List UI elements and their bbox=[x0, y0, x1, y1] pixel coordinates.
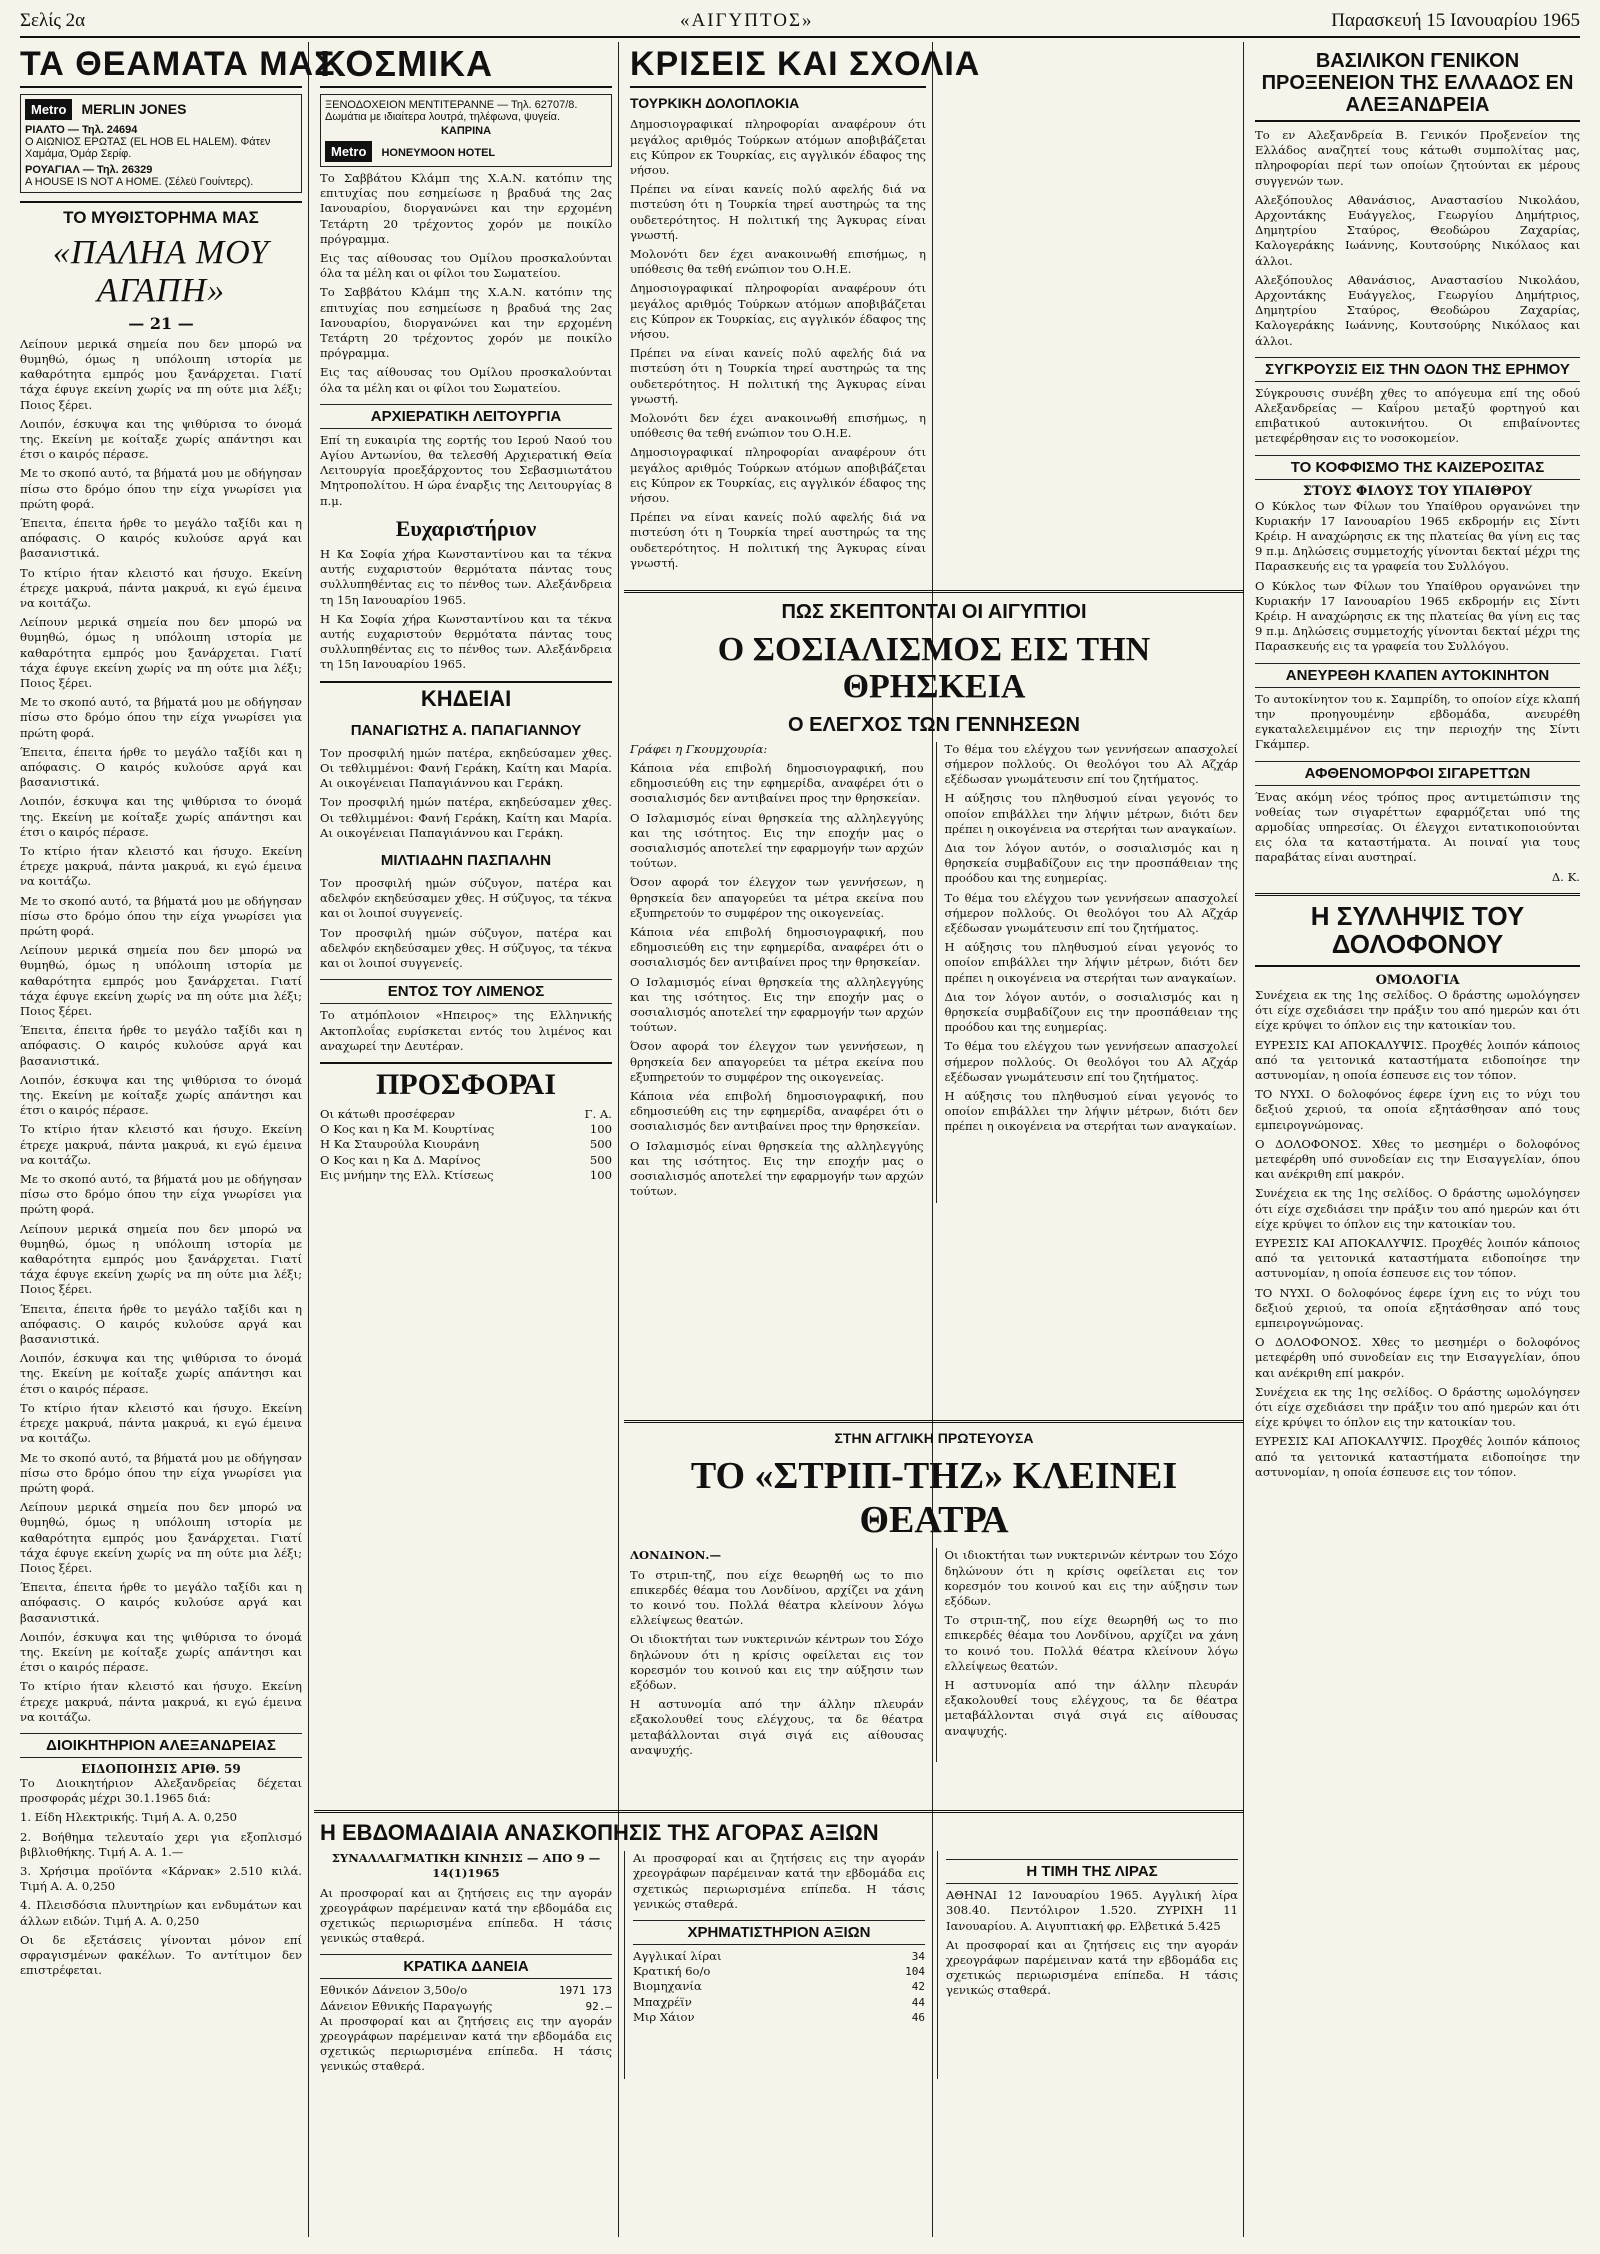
market-review bbox=[314, 1810, 1244, 2237]
serial-paragraph: Λοιπόν, έσκυψα και της ψιθύρισα το όνομά της. Εκείνη με κοίταξε χωρίς απάντησι και έτσι ο καιρός πέρασε. bbox=[20, 416, 302, 462]
market-subheader: ΧΡΗΜΑΤΙΣΤΗΡΙΟΝ ΑΞΙΩΝ bbox=[633, 1920, 925, 1945]
film-title: HONEYMOON HOTEL bbox=[381, 147, 496, 159]
social-paragraph: Εις τας αίθουσας του Ομίλου προσκαλούνται όλα τα μέλη και οι φίλοι του Σωματείου. bbox=[320, 365, 612, 395]
notices-closing: Οι δε εξετάσεις γίνονται μόνον επί σφραγισμένων φακέλων. Το αντίτιμον δεν επιστρέφεται. bbox=[20, 1932, 302, 1978]
article-paragraph: Το θέμα του ελέγχου των γεννήσεων απασχολεί σήμερον πολλούς. Οι θεολόγοι του Αλ Αζχάρ εξέδωσαν γνωμάτευσιν επί του ζητήματος. bbox=[944, 890, 1238, 936]
hotel-ad bbox=[320, 94, 612, 167]
hotel-name: ΚΑΠΡΙΝΑ bbox=[440, 125, 492, 137]
newspaper-title: «ΑΙΓΥΠΤΟΣ» bbox=[680, 10, 814, 31]
arrest-paragraph: Συνέχεια εκ της 1ης σελίδος. Ο δράστης ωμολόγησεν ότι είχε σχεδιάσει την πράξιν του από ημερών και ότι είχε κρύψει το όπλον εις την κατοικίαν του. bbox=[1255, 987, 1580, 1033]
loan-row: Δάνειον Εθνικής Παραγωγής 92.— bbox=[320, 1998, 612, 2013]
offer-row: Η Κα Σταυρούλα Κιουράνη 500 bbox=[320, 1137, 612, 1152]
serial-paragraph: Λείπουν μερικά σημεία που δεν μπορώ να θυμηθώ, όμως η υπόλοιπη ιστορία με καθαρότητα εμπρός μου ξανάρχεται. Γιατί τάχα έφυγε εκείνη χωρίς να πη ούτε μια λέξι; Ποιος ξέρει. bbox=[20, 615, 302, 690]
port-header: ΕΝΤΟΣ ΤΟΥ ΛΙΜΕΝΟΣ bbox=[320, 979, 612, 1004]
arrest-paragraph: ΕΥΡΕΣΙΣ ΚΑΙ ΑΠΟΚΑΛΥΨΙΣ. Προχθές λοιπόν κάποιος από τα γειτονικά καταστήματα ειδοποίησε την αστυνομίαν, η οποία έσπευσε εις τον τόπον. bbox=[1255, 1434, 1580, 1479]
serial-paragraph: Με το σκοπό αυτό, τα βήματά μου με οδήγησαν πίσω στο δρόμο όπου την είχα γνωρίσει για πρώτη φορά. bbox=[20, 695, 302, 740]
column-kriseis bbox=[624, 42, 981, 582]
excursion-header: ΤΟ ΚΟΦΦΙΣΜΟ ΤΗΣ ΚΑΙΖΕΡΟΣΙΤΑΣ bbox=[1255, 455, 1580, 480]
serial-paragraph: Το κτίριο ήταν κλειστό και ήσυχο. Εκείνη έτρεχε μακρυά, πάντα μακρυά, κι εγώ έμεινα να κοιτάζω. bbox=[20, 565, 302, 610]
stock-row: Μιρ Χάιον 46 bbox=[633, 2009, 925, 2024]
offers-list bbox=[320, 1107, 612, 1183]
comment-paragraph: Δημοσιογραφικαί πληροφορίαι αναφέρουν ότι μεγάλος αριθμός Τούρκων ατόμων αποβιβάζεται εις Κύπρον εκ Τουρκίας, εις αγγλικόν έδαφος της νήσου. bbox=[630, 281, 926, 342]
market-text: Αι προσφοραί και αι ζητήσεις εις την αγοράν χρεογράφων παρέμειναν κατά την εβδομάδα εις σχετικώς περιωρισμένα επίπεδα. Η τάσις γενικώς σταθερά. bbox=[946, 1937, 1238, 1998]
consulate-header: ΒΑΣΙΛΙΚΟΝ ΓΕΝΙΚΟΝ ΠΡΟΞΕΝΕΙΟΝ ΤΗΣ ΕΛΛΑΔΟΣ ΕΝ ΑΛΕΞΑΝΔΡΕΙΑ bbox=[1255, 50, 1580, 122]
arrest-paragraph: Συνέχεια εκ της 1ης σελίδος. Ο δράστης ωμολόγησεν ότι είχε σχεδιάσει την πράξιν του από ημερών και ότι είχε κρύψει το όπλον εις την κατοικίαν του. bbox=[1255, 1186, 1580, 1231]
cigarettes-text: Ένας ακόμη νέος τρόπος προς αντιμετώπισιν της νοθείας των σιγαρέττων εφαρμόζεται υπό της αρμοδίας υπηρεσίας. Οι έλεγχοι εντατικοποιούνται εις όλα τα καταστήματα. Αι ποιναί για τους παραβάτας είναι αυστηραί. bbox=[1255, 789, 1580, 865]
section-header-kosmika: ΚΟΣΜΙΚΑ bbox=[320, 42, 612, 88]
excursion-subheader: ΣΤΟΥΣ ΦΙΛΟΥΣ ΤΟΥ ΥΠΑΙΘΡΟΥ bbox=[1302, 483, 1533, 499]
social-paragraph: Εις τας αίθουσας του Ομίλου προσκαλούνται όλα τα μέλη και οι φίλοι του Σωματείου. bbox=[320, 251, 612, 281]
hotel-ad-text: ΞΕΝΟΔΟΧΕΙΟΝ ΜΕΝΤΙΤΕΡΑΝΝΕ — Τηλ. 62707/8. Δωμάτια με ιδιαίτερα λουτρά, τηλέφωνα, ψυγεία. bbox=[325, 99, 578, 123]
serial-paragraph: Λοιπόν, έσκυψα και της ψιθύρισα το όνομά της. Εκείνη με κοίταξε χωρίς απάντησι και έτσι ο καιρός πέρασε. bbox=[20, 1072, 302, 1118]
collision-header: ΣΥΓΚΡΟΥΣΙΣ ΕΙΣ ΤΗΝ ΟΔΟΝ ΤΗΣ ΕΡΗΜΟΥ bbox=[1255, 357, 1580, 382]
social-paragraph: Το Σαββάτου Κλάμπ της Χ.Α.Ν. κατόπιν της επιτυχίας που εσημείωσε η βραδυά της 2ας Ιανουαρίου, διοργανώνει και την ερχομένη Τετάρτη 20 τρέχοντος χορόν με ποικίλο πρόγραμμα. bbox=[320, 285, 612, 361]
market-text: Αι προσφοραί και αι ζητήσεις εις την αγοράν χρεογράφων παρέμειναν κατά την εβδομάδα εις σχετικώς περιωρισμένα επίπεδα. Η τάσις γενικώς σταθερά. bbox=[320, 1885, 612, 1946]
stock-row: Αγγλικαί λίραι 34 bbox=[633, 1949, 925, 1963]
market-intro: ΣΥΝΑΛΛΑΓΜΑΤΙΚΗ ΚΙΝΗΣΙΣ — ΑΠΟ 9 — 14(1)1965 bbox=[331, 1851, 601, 1881]
cinema-rialto-film: Ο ΑΙΩΝΙΟΣ ΕΡΩΤΑΣ (EL HOB EL HALEM). Φάτεν Χαμάμα, Όμάρ Σερίφ. bbox=[25, 136, 271, 160]
article-paragraph: Οι ιδιοκτήται των νυκτερινών κέντρων του Σόχο δηλώνουν ότι η κρίσις οφείλεται εις τον κορεσμόν του κοινού και εις την αύξησιν των εξόδων. bbox=[944, 1548, 1238, 1608]
offer-row: Εις μνήμην της Ελλ. Κτίσεως 100 bbox=[320, 1167, 612, 1182]
serial-paragraph: Με το σκοπό αυτό, τα βήματά μου με οδήγησαν πίσω στο δρόμο όπου την είχα γνωρίσει για πρώτη φορά. bbox=[20, 1172, 302, 1217]
film-title: MERLIN JONES bbox=[81, 101, 187, 117]
article-striptease bbox=[624, 1420, 1244, 1800]
arrest-paragraph: Συνέχεια εκ της 1ης σελίδος. Ο δράστης ωμολόγησεν ότι είχε σχεδιάσει την πράξιν του από ημερών και ότι είχε κρύψει το όπλον εις την κατοικίαν του. bbox=[1255, 1384, 1580, 1430]
article-paragraph: Κάποια νέα επιβολή δημοσιογραφική, που εδημοσιεύθη εις την εφημερίδα, αναφέρει ότι ο σοσιαλισμός δεν αντιβαίνει προς την θρησκείαν. bbox=[630, 760, 924, 806]
article-paragraph: Όσον αφορά τον έλεγχον των γεννήσεων, η θρησκεία δεν απαγορεύει τα μέτρα εκείνα που εξυπηρετούν το συμφέρον της οικογενείας. bbox=[630, 1039, 924, 1084]
consulate-paragraph: Αλεξόπουλος Αθανάσιος, Αναστασίου Νικολάου, Αρχοντάκης Ευάγγελος, Γεωργίου Δημήτριος, Δημητρίου Σταύρος, Θεοδώρου Ζαχαρίας, Καλογεράκης Ιωάννης, Κουτσούρης Νικόλαος και άλλοι. bbox=[1255, 192, 1580, 268]
cinema-royal: ΡΟΥΑΓΙΑΛ — Τηλ. 26329 bbox=[25, 164, 153, 176]
comment-paragraph: Πρέπει να είναι κανείς πολύ αφελής διά να πιστεύση ότι η Τουρκία τηρεί αυστηρώς τα της ουδετερότητος. Η πολιτική της Άγκυρας είναι γνωστή. bbox=[630, 510, 926, 570]
loans-list bbox=[320, 1983, 612, 2013]
stock-row: Κρατική 6ο/ο 104 bbox=[633, 1964, 925, 1979]
article-dateline: ΛΟΝΔΙΝΟΝ.— bbox=[630, 1548, 722, 1563]
excursion-text: Ο Κύκλος των Φίλων του Υπαίθρου οργανώνει την Κυριακήν 17 Ιανουαρίου 1965 εκδρομήν εις Σίντι Κρέιρ. Η αναχώρησις εκ της πλατείας θα γίνη εις τας 9 π.μ. Δηλώσεις συμμετοχής γίνονται δεκταί μέχρι της Παρασκευής εις τα γραφεία του Συλλόγου. bbox=[1255, 498, 1580, 574]
article-byline: Γράφει η Γκουμχουρία: bbox=[630, 741, 768, 756]
arrest-header: Η ΣΥΛΛΗΨΙΣ ΤΟΥ ΔΟΛΟΦΟΝΟΥ bbox=[1255, 893, 1580, 967]
funeral-text: Τον προσφιλή ημών πατέρα, εκηδεύσαμεν χθες. Οι τεθλιμμένοι: Φανή Γεράκη, Καίτη και Μαρία. Αι οικογένειαι Παπαγιάννου και Γεράκη. bbox=[320, 795, 612, 840]
serial-paragraph: Λείπουν μερικά σημεία που δεν μπορώ να θυμηθώ, όμως η υπόλοιπη ιστορία με καθαρότητα εμπρός μου ξανάρχεται. Γιατί τάχα έφυγε εκείνη χωρίς να πη ούτε μια λέξι; Ποιος ξέρει. bbox=[20, 943, 302, 1019]
article-paragraph: Δια τον λόγον αυτόν, ο σοσιαλισμός και η θρησκεία συμβαδίζουν εις την προσπάθειαν της προόδου και της ευημερίας. bbox=[944, 841, 1238, 886]
column-theamata bbox=[14, 42, 336, 2237]
article-paragraph: Το στριπ-τηζ, που είχε θεωρηθή ως το πιο επικερδές θέαμα του Λονδίνου, αρχίζει να χάνη το κοινό του. Πολλά θέατρα κλείνουν λόγω ελλείψεως θεατών. bbox=[944, 1613, 1238, 1673]
serial-number: — 21 — bbox=[128, 313, 194, 333]
notice-item: 2. Βοήθημα τελευταίο χερι για εξοπλισμό βιβλιοθήκης. Τιμή Α. Α. 1.— bbox=[20, 1829, 302, 1859]
funeral-text: Τον προσφιλή ημών πατέρα, εκηδεύσαμεν χθες. Οι τεθλιμμένοι: Φανή Γεράκη, Καίτη και Μαρία. Αι οικογένειαι Παπαγιάννου και Γεράκη. bbox=[320, 745, 612, 791]
thanks-text: Η Κα Σοφία χήρα Κωνσταντίνου και τα τέκνα αυτής ευχαριστούν θερμότατα πάντας τους συλλυπηθέντας εις το πένθος των. Αλεξάνδρεια τη 15η Ιανουαρίου 1965. bbox=[320, 547, 612, 607]
offer-row: Ο Κος και η Κα Μ. Κουρτίνας 100 bbox=[320, 1122, 612, 1137]
cinema-ad-metro bbox=[20, 94, 302, 193]
comment-paragraph: Δημοσιογραφικαί πληροφορίαι αναφέρουν ότι μεγάλος αριθμός Τούρκων ατόμων αποβιβάζεται εις Κύπρον εκ Τουρκίας, εις αγγλικόν έδαφος της νήσου. bbox=[630, 117, 926, 177]
cinema-royal-film: A HOUSE IS NOT A HOME. (Σέλεϋ Γουίντερς). bbox=[25, 176, 254, 188]
notice-item: 3. Χρήσιμα προϊόντα «Κάρνακ» 2.510 κιλά. Τιμή Α. Α. 0,250 bbox=[20, 1863, 302, 1894]
cinema-rialto: ΡΙΑΛΤΟ — Τηλ. 24694 bbox=[25, 124, 138, 136]
liturgy-text: Επί τη ευκαιρία της εορτής του Ιερού Ναού του Αγίου Αντωνίου, θα τελεσθή Αρχιερατική Θεία Λειτουργία προεξάρχοντος του Σεβασμιωτάτου Μητροπολίτου. Η ώρα έναρξις της Λειτουργίας 8 π.μ. bbox=[320, 432, 612, 508]
serial-paragraph: Λοιπόν, έσκυψα και της ψιθύρισα το όνομά της. Εκείνη με κοίταξε χωρίς απάντησι και έτσι ο καιρός πέρασε. bbox=[20, 794, 302, 839]
serial-paragraph: Έπειτα, έπειτα ήρθε το μεγάλο ταξίδι και η απόφασις. Ο καιρός κυλούσε αργά και βασανιστικά. bbox=[20, 1023, 302, 1068]
serial-paragraph: Έπειτα, έπειτα ήρθε το μεγάλο ταξίδι και η απόφασις. Ο καιρός κυλούσε αργά και βασανιστικά. bbox=[20, 515, 302, 561]
issue-date: Παρασκευή 15 Ιανουαρίου 1965 bbox=[1331, 10, 1580, 31]
consulate-paragraph: Αλεξόπουλος Αθανάσιος, Αναστασίου Νικολάου, Αρχοντάκης Ευάγγελος, Γεωργίου Δημήτριος, Δημητρίου Σταύρος, Θεοδώρου Ζαχαρίας, Καλογεράκης Ιωάννης, Κουτσούρης Νικόλαος και άλλοι. bbox=[1255, 272, 1580, 348]
comment-paragraph: Μολονότι δεν έχει ανακοινωθή επισήμως, η υπόθεσις θα τεθή ενώπιον του Ο.Η.Ε. bbox=[630, 411, 926, 441]
car-header: ΑΝΕΥΡΕΘΗ ΚΛΑΠΕΝ ΑΥΤΟΚΙΝΗΤΟΝ bbox=[1255, 663, 1580, 688]
collision-text: Σύγκρουσις συνέβη χθες το απόγευμα επί της οδού Αλεξανδρείας — Καΐρου μεταξύ φορτηγού και επιβατικού αυτοκινήτου. Οι επιβαίνοντες μετεφέρθησαν εις το νοσοκομείον. bbox=[1255, 385, 1580, 446]
article-paragraph: Ο Ισλαμισμός είναι θρησκεία της αλληλεγγύης και της ισότητος. Εις την εποχήν μας ο σοσιαλισμός αποτελεί την εφαρμογήν των αρχών τούτων. bbox=[630, 974, 924, 1035]
article-paragraph: Η αύξησις του πληθυσμού είναι γεγονός το οποίον επιβάλλει την λήψιν μέτρων, διότι δεν πρέπει η οικογένεια να στερήται των αναγκαίων. bbox=[944, 940, 1238, 985]
lira-rates: ΑΘΗΝΑΙ 12 Ιανουαρίου 1965. Αγγλική λίρα 308.40. Πεντόλιρον 1.520. ΖΥΡΙΧΗ 11 Ιανουαρίου. Α. Αιγυπτιακή φρ. Ελβετικά 5.425 bbox=[946, 1888, 1238, 1933]
article-paragraph: Το θέμα του ελέγχου των γεννήσεων απασχολεί σήμερον πολλούς. Οι θεολόγοι του Αλ Αζχάρ εξέδωσαν γνωμάτευσιν επί του ζητήματος. bbox=[944, 1039, 1238, 1084]
serial-paragraph: Με το σκοπό αυτό, τα βήματά μου με οδήγησαν πίσω στο δρόμο όπου την είχα γνωρίσει για πρώτη φορά. bbox=[20, 466, 302, 511]
notices-intro: Το Διοικητήριον Αλεξανδρείας δέχεται προσφοράς μέχρι 30.1.1965 διά: bbox=[20, 1775, 302, 1806]
serial-paragraph: Λείπουν μερικά σημεία που δεν μπορώ να θυμηθώ, όμως η υπόλοιπη ιστορία με καθαρότητα εμπρός μου ξανάρχεται. Γιατί τάχα έφυγε εκείνη χωρίς να πη ούτε μια λέξι; Ποιος ξέρει. bbox=[20, 336, 302, 412]
loan-row: Εθνικόν Δάνειον 3,50ο/ο 1971 173 bbox=[320, 1983, 612, 1998]
article-kicker: ΣΤΗΝ ΑΓΓΛΙΚΗ ΠΡΩΤΕΥΟΥΣΑ bbox=[834, 1430, 1034, 1446]
stocks-list bbox=[633, 1949, 925, 2025]
comment-paragraph: Πρέπει να είναι κανείς πολύ αφελής διά να πιστεύση ότι η Τουρκία τηρεί αυστηρώς τα της ουδετερότητος. Η πολιτική της Άγκυρας είναι γνωστή. bbox=[630, 182, 926, 242]
article-paragraph: Οι ιδιοκτήται των νυκτερινών κέντρων του Σόχο δηλώνουν ότι η κρίσις οφείλεται εις τον κορεσμόν του κοινού και εις την αύξησιν των εξόδων. bbox=[630, 1632, 924, 1693]
funeral-text: Τον προσφιλή ημών σύζυγον, πατέρα και αδελφόν εκηδεύσαμεν χθες. Η σύζυγος, τα τέκνα και οι λοιποί συγγενείς. bbox=[320, 925, 612, 971]
arrest-paragraph: ΕΥΡΕΣΙΣ ΚΑΙ ΑΠΟΚΑΛΥΨΙΣ. Προχθές λοιπόν κάποιος από τα γειτονικά καταστήματα ειδοποίησε την αστυνομίαν, η οποία έσπευσε εις τον τόπον. bbox=[1255, 1235, 1580, 1281]
article-title: ΤΟ «ΣΤΡΙΠ-ΤΗΖ» ΚΛΕΙΝΕΙ ΘΕΑΤΡΑ bbox=[690, 1455, 1178, 1542]
article-paragraph: Ο Ισλαμισμός είναι θρησκεία της αλληλεγγύης και της ισότητος. Εις την εποχήν μας ο σοσιαλισμός αποτελεί την εφαρμογήν των αρχών τούτων. bbox=[630, 1138, 924, 1199]
author-initials: Δ. Κ. bbox=[1551, 869, 1580, 884]
serial-paragraph: Με το σκοπό αυτό, τα βήματά μου με οδήγησαν πίσω στο δρόμο όπου την είχα γνωρίσει για πρώτη φορά. bbox=[20, 1450, 302, 1495]
serial-paragraph: Το κτίριο ήταν κλειστό και ήσυχο. Εκείνη έτρεχε μακρυά, πάντα μακρυά, κι εγώ έμεινα να κοιτάζω. bbox=[20, 1122, 302, 1167]
notices-header: ΔΙΟΙΚΗΤΗΡΙΟΝ ΑΛΕΞΑΝΔΡΕΙΑΣ bbox=[20, 1733, 302, 1758]
page-number: Σελίς 2α bbox=[20, 10, 86, 31]
port-text: Το ατμόπλοιον «Ηπειρος» της Ελληνικής Ακτοπλοΐας ευρίσκεται εντός του λιμένος και αναχωρεί την Δευτέραν. bbox=[320, 1008, 612, 1053]
column-rule bbox=[308, 42, 309, 2237]
arrest-paragraph: ΤΟ ΝΥΧΙ. Ο δολοφόνος έφερε ίχνη εις το νύχι του δεξιού χεριού, τα οποία εξητάσθησαν από τους εμπειρογνώμονας. bbox=[1255, 1087, 1580, 1132]
serial-heading: ΤΟ ΜΥΘΙΣΤΟΡΗΜΑ ΜΑΣ bbox=[20, 201, 302, 228]
article-kicker: ΠΩΣ ΣΚΕΠΤΟΝΤΑΙ ΟΙ ΑΙΓΥΠΤΙΟΙ bbox=[781, 601, 1087, 623]
offer-row: Ο Κος και η Κα Δ. Μαρίνος 500 bbox=[320, 1152, 612, 1167]
funerals-header: ΚΗΔΕΙΑΙ bbox=[320, 681, 612, 711]
thanks-text: Η Κα Σοφία χήρα Κωνσταντίνου και τα τέκνα αυτής ευχαριστούν θερμότατα πάντας τους συλλυπηθέντας εις το πένθος των. Αλεξάνδρεια τη 15η Ιανουαρίου 1965. bbox=[320, 611, 612, 672]
social-paragraph: Το Σαββάτου Κλάμπ της Χ.Α.Ν. κατόπιν της επιτυχίας που εσημείωσε η βραδυά της 2ας Ιανουαρίου, διοργανώνει και την ερχομένη Τετάρτη 20 τρέχοντος χορόν με ποικίλο πρόγραμμα. bbox=[320, 171, 612, 246]
serial-paragraph: Το κτίριο ήταν κλειστό και ήσυχο. Εκείνη έτρεχε μακρυά, πάντα μακρυά, κι εγώ έμεινα να κοιτάζω. bbox=[20, 1400, 302, 1446]
notice-item: 1. Είδη Ηλεκτρικής. Τιμή Α. Α. 0,250 bbox=[20, 1810, 238, 1825]
article-paragraph: Η αστυνομία από την άλλην πλευράν εξακολουθεί τους ελέγχους, τα δε θέατρα μεταβάλλονται σιγά σιγά εις αίθουσας αναψυχής. bbox=[944, 1678, 1238, 1738]
metro-logo: Metro bbox=[325, 141, 372, 162]
offer-row: Οι κάτωθι προσέφεραν Γ. Α. bbox=[320, 1106, 612, 1121]
cigarettes-header: ΑΦΘΕΝΟΜΟΡΦΟΙ ΣΙΓΑΡΕΤΤΩΝ bbox=[1255, 761, 1580, 786]
arrest-subheader: ΟΜΟΛΟΓΙΑ bbox=[1375, 972, 1460, 988]
stock-row: Βιομηχανία 42 bbox=[633, 1979, 925, 1994]
market-header: Η ΕΒΔΟΜΑΔΙΑΙΑ ΑΝΑΣΚΟΠΗΣΙΣ ΤΗΣ ΑΓΟΡΑΣ ΑΞΙΩΝ bbox=[320, 1820, 879, 1845]
deceased-name: ΠΑΝΑΓΙΩΤΗΣ Α. ΠΑΠΑΓΙΑΝΝΟΥ bbox=[350, 721, 582, 739]
article-paragraph: Κάποια νέα επιβολή δημοσιογραφική, που εδημοσιεύθη εις την εφημερίδα, αναφέρει ότι ο σοσιαλισμός δεν αντιβαίνει προς την θρησκείαν. bbox=[630, 925, 924, 970]
liturgy-header: ΑΡΧΙΕΡΑΤΙΚΗ ΛΕΙΤΟΥΡΓΙΑ bbox=[320, 404, 612, 429]
article-socialism bbox=[624, 590, 1244, 1410]
article-subtitle: Ο ΕΛΕΓΧΟΣ ΤΩΝ ΓΕΝΝΗΣΕΩΝ bbox=[787, 713, 1080, 736]
section-header-theamata: ΤΑ ΘΕΑΜΑΤΑ ΜΑΣ bbox=[20, 42, 302, 88]
article-paragraph: Η αύξησις του πληθυσμού είναι γεγονός το οποίον επιβάλλει την λήψιν μέτρων, διότι δεν πρέπει η οικογένεια να στερήται των αναγκαίων. bbox=[944, 791, 1238, 836]
serial-paragraph: Με το σκοπό αυτό, τα βήματά μου με οδήγησαν πίσω στο δρόμο όπου την είχα γνωρίσει για πρώτη φορά. bbox=[20, 893, 302, 938]
serial-paragraph: Λείπουν μερικά σημεία που δεν μπορώ να θυμηθώ, όμως η υπόλοιπη ιστορία με καθαρότητα εμπρός μου ξανάρχεται. Γιατί τάχα έφυγε εκείνη χωρίς να πη ούτε μια λέξι; Ποιος ξέρει. bbox=[20, 1221, 302, 1297]
article-paragraph: Δια τον λόγον αυτόν, ο σοσιαλισμός και η θρησκεία συμβαδίζουν εις την προσπάθειαν της προόδου και της ευημερίας. bbox=[944, 989, 1238, 1035]
article-paragraph: Το θέμα του ελέγχου των γεννήσεων απασχολεί σήμερον πολλούς. Οι θεολόγοι του Αλ Αζχάρ εξέδωσαν γνωμάτευσιν επί του ζητήματος. bbox=[944, 741, 1238, 787]
serial-title: «ΠΑΛΗΑ ΜΟΥ ΑΓΑΠΗ» bbox=[52, 233, 270, 309]
article-paragraph: Η αύξησις του πληθυσμού είναι γεγονός το οποίον επιβάλλει την λήψιν μέτρων, διότι δεν πρέπει η οικογένεια να στερήται των αναγκαίων. bbox=[944, 1089, 1238, 1134]
serial-paragraph: Έπειτα, έπειτα ήρθε το μεγάλο ταξίδι και η απόφασις. Ο καιρός κυλούσε αργά και βασανιστικά. bbox=[20, 1301, 302, 1347]
notices-subheader: ΕΙΔΟΠΟΙΗΣΙΣ ΑΡΙΘ. 59 bbox=[81, 1761, 241, 1776]
excursion-text: Ο Κύκλος των Φίλων του Υπαίθρου οργανώνει την Κυριακήν 17 Ιανουαρίου 1965 εκδρομήν εις Σίντι Κρέιρ. Η αναχώρησις εκ της πλατείας θα γίνη εις τας 9 π.μ. Δηλώσεις συμμετοχής γίνονται δεκταί μέχρι της Παρασκευής εις τα γραφεία του Συλλόγου. bbox=[1255, 578, 1580, 654]
comment-paragraph: Πρέπει να είναι κανείς πολύ αφελής διά να πιστεύση ότι η Τουρκία τηρεί αυστηρώς τα της ουδετερότητος. Η πολιτική της Άγκυρας είναι γνωστή. bbox=[630, 346, 926, 406]
serial-paragraph: Το κτίριο ήταν κλειστό και ήσυχο. Εκείνη έτρεχε μακρυά, πάντα μακρυά, κι εγώ έμεινα να κοιτάζω. bbox=[20, 1679, 302, 1724]
serial-paragraph: Λείπουν μερικά σημεία που δεν μπορώ να θυμηθώ, όμως η υπόλοιπη ιστορία με καθαρότητα εμπρός μου ξανάρχεται. Γιατί τάχα έφυγε εκείνη χωρίς να πη ούτε μια λέξι; Ποιος ξέρει. bbox=[20, 1500, 302, 1575]
section-header-kriseis: ΚΡΙΣΕΙΣ ΚΑΙ ΣΧΟΛΙΑ bbox=[630, 42, 926, 88]
article-title-turkish: ΤΟΥΡΚΙΚΗ ΔΟΛΟΠΛΟΚΙΑ bbox=[630, 95, 800, 111]
article-paragraph: Η αστυνομία από την άλλην πλευράν εξακολουθεί τους ελέγχους, τα δε θέατρα μεταβάλλονται σιγά σιγά εις αίθουσας αναψυχής. bbox=[630, 1697, 924, 1757]
serial-paragraph: Λοιπόν, έσκυψα και της ψιθύρισα το όνομά της. Εκείνη με κοίταξε χωρίς απάντησι και έτσι ο καιρός πέρασε. bbox=[20, 1629, 302, 1675]
offers-header: ΠΡΟΣΦΟΡΑΙ bbox=[320, 1062, 612, 1101]
masthead bbox=[20, 6, 1580, 38]
car-text: Το αυτοκίνητον του κ. Σαμπρίδη, το οποίον είχε κλαπή την προηγουμένην εβδομάδα, ανευρέθη εγκαταλελειμμένον εις την περιοχήν της Σίντι Γκάμπερ. bbox=[1255, 691, 1580, 752]
comment-paragraph: Δημοσιογραφικαί πληροφορίαι αναφέρουν ότι μεγάλος αριθμός Τούρκων ατόμων αποβιβάζεται εις Κύπρον εκ Τουρκίας, εις αγγλικόν έδαφος της νήσου. bbox=[630, 445, 926, 506]
serial-paragraph: Έπειτα, έπειτα ήρθε το μεγάλο ταξίδι και η απόφασις. Ο καιρός κυλούσε αργά και βασανιστικά. bbox=[20, 744, 302, 790]
market-text: Αι προσφοραί και αι ζητήσεις εις την αγοράν χρεογράφων παρέμειναν κατά την εβδομάδα εις σχετικώς περιωρισμένα επίπεδα. Η τάσις γενικώς σταθερά. bbox=[633, 1851, 925, 1911]
arrest-paragraph: ΤΟ ΝΥΧΙ. Ο δολοφόνος έφερε ίχνη εις το νύχι του δεξιού χεριού, τα οποία εξητάσθησαν από τους εμπειρογνώμονας. bbox=[1255, 1285, 1580, 1330]
serial-paragraph: Το κτίριο ήταν κλειστό και ήσυχο. Εκείνη έτρεχε μακρυά, πάντα μακρυά, κι εγώ έμεινα να κοιτάζω. bbox=[20, 843, 302, 889]
market-subheader: ΚΡΑΤΙΚΑ ΔΑΝΕΙΑ bbox=[320, 1954, 612, 1979]
consulate-paragraph: Το εν Αλεξανδρεία Β. Γενικόν Προξενείον της Ελλάδος αναζητεί τους κάτωθι συμπολίτας μας, πληροφορίαι περί των οποίων ζητούνται εκ μέρους συγγενών των. bbox=[1255, 128, 1580, 188]
serial-paragraph: Λοιπόν, έσκυψα και της ψιθύρισα το όνομά της. Εκείνη με κοίταξε χωρίς απάντησι και έτσι ο καιρός πέρασε. bbox=[20, 1351, 302, 1396]
stock-row: Μπαχρέϊν 44 bbox=[633, 1994, 925, 2009]
notice-item: 4. Πλεισδόσια πλυντηρίων και ενδυμάτων και άλλων ειδών. Τιμή Α. Α. 0,250 bbox=[20, 1898, 302, 1928]
market-subheader: Η ΤΙΜΗ ΤΗΣ ΛΙΡΑΣ bbox=[946, 1859, 1238, 1884]
thanks-header: Ευχαριστήριον bbox=[395, 515, 537, 541]
article-paragraph: Το στριπ-τηζ, που είχε θεωρηθή ως το πιο επικερδές θέαμα του Λονδίνου, αρχίζει να χάνη το κοινό του. Πολλά θέατρα κλείνουν λόγω ελλείψεως θεατών. bbox=[630, 1567, 924, 1628]
funeral-text: Τον προσφιλή ημών σύζυγον, πατέρα και αδελφόν εκηδεύσαμεν χθες. Η σύζυγος, τα τέκνα και οι λοιποί συγγενείς. bbox=[320, 876, 612, 921]
market-text: Αι προσφοραί και αι ζητήσεις εις την αγοράν χρεογράφων παρέμειναν κατά την εβδομάδα εις σχετικώς περιωρισμένα επίπεδα. Η τάσις γενικώς σταθερά. bbox=[320, 2013, 612, 2074]
metro-logo: Metro bbox=[25, 99, 72, 120]
column-consulate bbox=[1249, 42, 1586, 2237]
serial-paragraph: Έπειτα, έπειτα ήρθε το μεγάλο ταξίδι και η απόφασις. Ο καιρός κυλούσε αργά και βασανιστικά. bbox=[20, 1580, 302, 1625]
article-paragraph: Όσον αφορά τον έλεγχον των γεννήσεων, η θρησκεία δεν απαγορεύει τα μέτρα εκείνα που εξυπηρετούν το συμφέρον της οικογενείας. bbox=[630, 875, 924, 920]
comment-paragraph: Μολονότι δεν έχει ανακοινωθή επισήμως, η υπόθεσις θα τεθή ενώπιον του Ο.Η.Ε. bbox=[630, 247, 926, 277]
deceased-name: ΜΙΛΤΙΑΔΗΝ ΠΑΣΠΑΛΗΝ bbox=[380, 852, 552, 870]
arrest-paragraph: Ο ΔΟΛΟΦΟΝΟΣ. Χθες το μεσημέρι ο δολοφόνος μετεφέρθη υπό συνοδείαν εις την Εισαγγελίαν, όπου και ανέκριθη επί μακρόν. bbox=[1255, 1335, 1580, 1380]
arrest-paragraph: ΕΥΡΕΣΙΣ ΚΑΙ ΑΠΟΚΑΛΥΨΙΣ. Προχθές λοιπόν κάποιος από τα γειτονικά καταστήματα ειδοποίησε την αστυνομίαν, η οποία έσπευσε εις τον τόπον. bbox=[1255, 1037, 1580, 1082]
arrest-paragraph: Ο ΔΟΛΟΦΟΝΟΣ. Χθες το μεσημέρι ο δολοφόνος μετεφέρθη υπό συνοδείαν εις την Εισαγγελίαν, όπου και ανέκριθη επί μακρόν. bbox=[1255, 1136, 1580, 1182]
article-paragraph: Ο Ισλαμισμός είναι θρησκεία της αλληλεγγύης και της ισότητος. Εις την εποχήν μας ο σοσιαλισμός αποτελεί την εφαρμογήν των αρχών τούτων. bbox=[630, 810, 924, 871]
article-paragraph: Κάποια νέα επιβολή δημοσιογραφική, που εδημοσιεύθη εις την εφημερίδα, αναφέρει ότι ο σοσιαλισμός δεν αντιβαίνει προς την θρησκείαν. bbox=[630, 1089, 924, 1134]
article-title: Ο ΣΟΣΙΑΛΙΣΜΟΣ ΕΙΣ ΤΗΝ ΘΡΗΣΚΕΙΑ bbox=[717, 631, 1151, 706]
